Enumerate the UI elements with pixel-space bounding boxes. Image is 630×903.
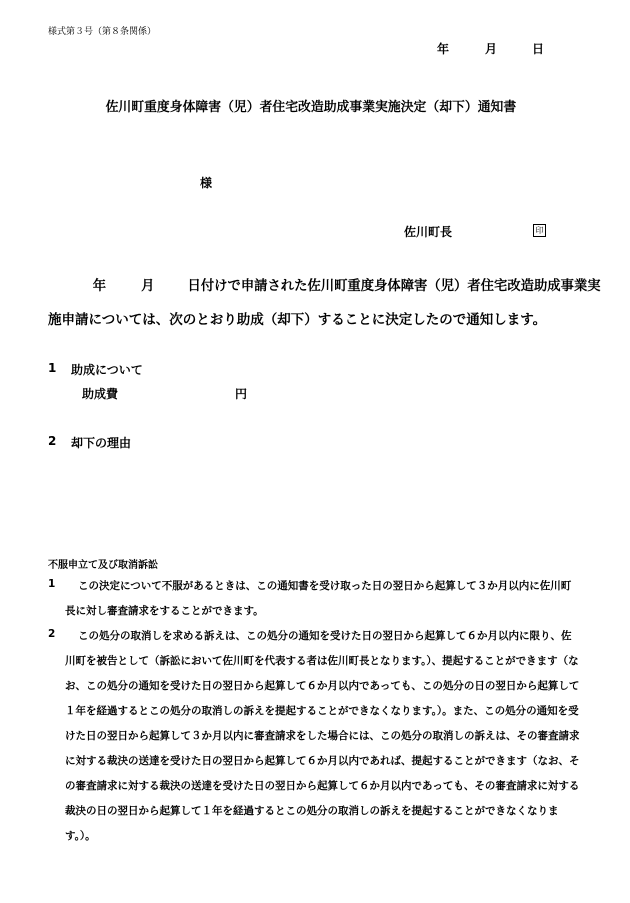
body-year-label: 年 — [92, 278, 107, 294]
section-2-heading: 却下の理由 — [71, 436, 132, 450]
subsidy-label: 助成費 — [82, 387, 119, 401]
notice-item-2-line: １年を経過するとこの処分の取消しの訴えを提起することができなくなります。）。また、この処分の通知を受 — [65, 705, 579, 717]
date-year-label: 年 — [437, 42, 450, 56]
addressee-suffix: 様 — [200, 176, 213, 190]
form-number: 様式第３号（第８条関係） — [48, 27, 157, 37]
body-month-label: 月 — [141, 278, 155, 294]
section-2-number: 2 — [48, 434, 57, 448]
section-1-number: 1 — [48, 361, 57, 375]
notice-item-2-line: 川町を被告として（訴訟において佐川町を代表する者は佐川町長となります。）、提起することができます（な — [65, 655, 579, 667]
notice-item-2-line: この処分の取消しを求める訴えは、この処分の通知を受けた日の翌日から起算して６か月以内に限り、佐 — [78, 630, 572, 642]
subsidy-unit: 円 — [235, 387, 248, 401]
notice-title: 不服申立て及び取消訴訟 — [48, 560, 158, 571]
date-month-label: 月 — [485, 42, 498, 56]
issuer-name: 佐川町長 — [404, 225, 453, 239]
notice-item-2-line: 裁決の日の翌日から起算して１年を経過するとこの処分の取消しの訴えを提起することができなくなりま — [65, 805, 559, 817]
notice-item-1-line: この決定について不服があるときは、この通知書を受け取った日の翌日から起算して３か月以内に佐川町 — [78, 580, 572, 592]
notice-item-2-line: の審査請求に対する裁決の送達を受けた日の翌日から起算して６か月以内であっても、その審査請求に対する — [65, 780, 580, 792]
section-1-heading: 助成について — [71, 363, 143, 377]
notice-item-2-line: す。）。 — [65, 830, 96, 842]
notice-item-1-number: 1 — [48, 578, 56, 590]
document-title: 佐川町重度身体障害（児）者住宅改造助成事業実施決定（却下）通知書 — [105, 100, 517, 115]
notice-item-1-line: 長に対し審査請求をすることができます。 — [65, 605, 264, 617]
notice-item-2-line: お、この処分の通知を受けた日の翌日から起算して６か月以内であっても、この処分の日の翌日から起算して — [65, 680, 580, 692]
body-line-1-text: 日付けで申請された佐川町重度身体障害（児）者住宅改造助成事業実 — [187, 278, 601, 294]
date-day-label: 日 — [532, 42, 545, 56]
notice-item-2-number: 2 — [48, 628, 56, 640]
seal-mark: 印 — [533, 224, 546, 237]
notice-item-2-line: に対する裁決の送達を受けた日の翌日から起算して６か月以内であれば、提起することができます（なお、そ — [65, 755, 580, 767]
notice-item-2-line: けた日の翌日から起算して３か月以内に審査請求をした場合には、この処分の取消しの訴えは、その審査請求 — [65, 730, 580, 742]
date-line — [437, 40, 544, 57]
body-line-2: 施申請については、次のとおり助成（却下）することに決定したので通知します。 — [48, 312, 547, 328]
